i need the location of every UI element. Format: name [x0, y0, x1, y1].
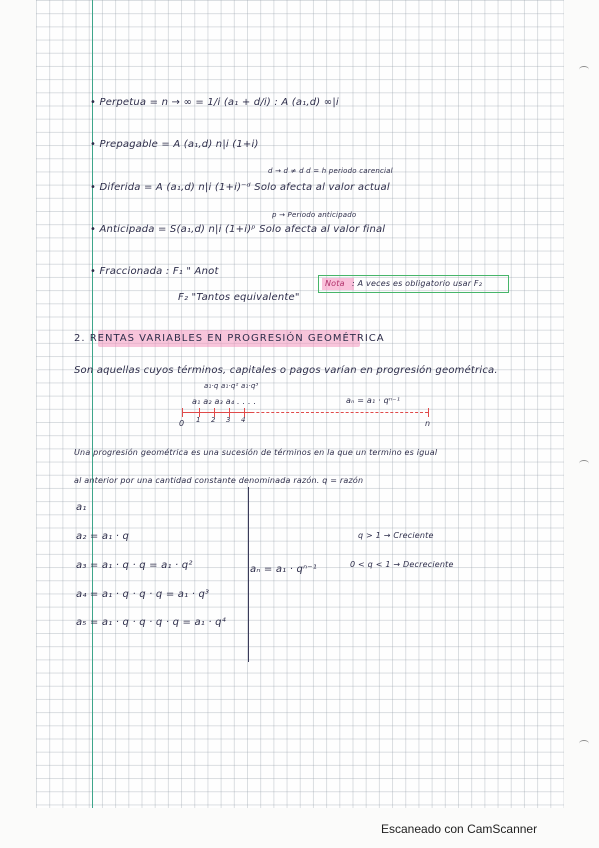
- formula-a1: a₁: [76, 502, 87, 513]
- formula-a2: a₂ = a₁ · q: [76, 531, 130, 542]
- formula-a3: a₃ = a₁ · q · q = a₁ · q²: [76, 560, 193, 571]
- page-hole-mark: [579, 740, 589, 747]
- margin-line: [92, 0, 93, 808]
- nota-label: Nota: [325, 279, 345, 288]
- timeline-number: 4: [241, 416, 246, 424]
- timeline-top-labels: a₁·q a₁·q² a₁·q³: [204, 382, 259, 390]
- timeline-axis-solid: [182, 412, 252, 414]
- general-term-formula: aₙ = a₁ · qⁿ⁻¹: [250, 564, 317, 575]
- diferida-note: d → d ≠ d d = h periodo carencial: [268, 167, 393, 175]
- section-intro: Son aquellas cuyos términos, capitales o pagos varían en progresión geométrica.: [74, 365, 498, 376]
- timeline-term-labels: a₁ a₂ a₃ a₄ . . . .: [192, 397, 257, 406]
- fraccionada-line-2: F₂ "Tantos equivalente": [178, 292, 300, 303]
- definition-line-1: Una progresión geométrica es una sucesión de términos en la que un termino es igual: [74, 448, 438, 457]
- timeline-number: 3: [226, 416, 231, 424]
- nota-text: : A veces es obligatorio usar F₂: [352, 279, 483, 288]
- formula-a4: a₄ = a₁ · q · q · q = a₁ · q³: [76, 589, 210, 600]
- timeline-number: 1: [196, 416, 201, 424]
- anticipada-note: p → Periodo anticipado: [272, 211, 357, 219]
- formula-a5: a₅ = a₁ · q · q · q · q = a₁ · q⁴: [76, 617, 226, 628]
- fraccionada-line-1: • Fraccionada : F₁ " Anot: [90, 266, 219, 277]
- section-title: 2. RENTAS VARIABLES EN PROGRESIÓN GEOMÉTRICA: [74, 333, 385, 344]
- prepagable-line: • Prepagable = A (a₁,d) n|i (1+i): [90, 139, 259, 150]
- timeline-number: n: [425, 419, 431, 428]
- perpetua-line: • Perpetua = n → ∞ = 1/i (a₁ + d/i) : A (a₁,d) ∞|i: [90, 97, 339, 108]
- formula-divider: [248, 487, 249, 662]
- diferida-line: • Diferida = A (a₁,d) n|i (1+i)⁻ᵈ Solo afecta al valor actual: [90, 182, 390, 193]
- timeline-tick: [182, 408, 183, 417]
- timeline-number: 0: [179, 419, 185, 428]
- timeline-last-term: aₙ = a₁ · qⁿ⁻¹: [346, 396, 401, 405]
- notebook-sheet: [36, 0, 564, 808]
- camscanner-footer: Escaneado con CamScanner: [381, 822, 538, 836]
- timeline-number: 2: [211, 416, 216, 424]
- page-hole-mark: [579, 460, 589, 467]
- condition-creciente: q > 1 → Creciente: [358, 531, 434, 540]
- timeline-tick: [428, 408, 429, 417]
- anticipada-line: • Anticipada = S(a₁,d) n|i (1+i)ᵖ Solo afecta al valor final: [90, 224, 386, 235]
- page-hole-mark: [579, 66, 589, 73]
- definition-line-2: al anterior por una cantidad constante denominada razón. q = razón: [74, 476, 364, 485]
- condition-decreciente: 0 < q < 1 → Decreciente: [350, 560, 454, 569]
